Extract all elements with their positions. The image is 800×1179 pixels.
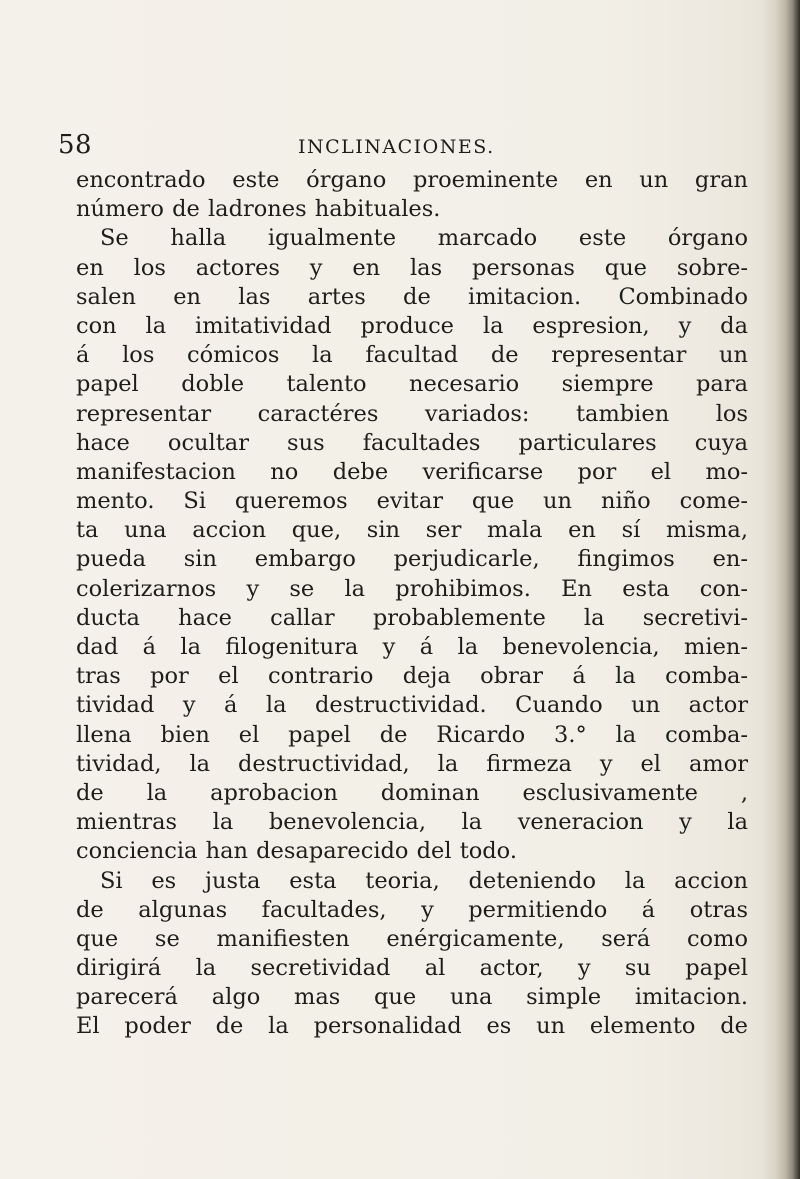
- text-line: tividad y á la destructividad. Cuando un actor: [76, 692, 748, 719]
- text-line: que se manifiesten enérgicamente, será como: [76, 925, 748, 952]
- text-line: mento. Si queremos evitar que un niño come-: [76, 488, 748, 515]
- text-line: parecerá algo mas que una simple imitacion.: [76, 984, 748, 1011]
- text-line: dad á la filogenitura y á la benevolencia, mien-: [76, 634, 748, 660]
- text-line: tras por el contrario deja obrar á la comba-: [76, 663, 748, 690]
- text-line: á los cómicos la facultad de representar un: [76, 342, 748, 369]
- text-line: manifestacion no debe verificarse por el mo-: [76, 458, 748, 485]
- text-line: dirigirá la secretividad al actor, y su papel: [76, 955, 748, 982]
- text-line: salen en las artes de imitacion. Combinado: [76, 283, 748, 310]
- text-line: número de ladrones habituales.: [76, 196, 441, 223]
- text-line: hace ocultar sus facultades particulares cuya: [76, 429, 748, 456]
- text-line: tividad, la destructividad, la firmeza y el amor: [76, 750, 748, 777]
- text-line: papel doble talento necesario siempre para: [76, 371, 748, 398]
- text-line: en los actores y en las personas que sobre-: [76, 254, 748, 281]
- running-head: INCLINACIONES.: [298, 136, 495, 158]
- text-line: colerizarnos y se la prohibimos. En esta con-: [76, 575, 748, 602]
- text-line: encontrado este órgano proeminente en un gran: [76, 167, 748, 193]
- text-line: representar caractéres variados: tambien los: [76, 400, 748, 427]
- text-line: llena bien el papel de Ricardo 3.° la comba-: [76, 721, 748, 748]
- text-line: de la aprobacion dominan esclusivamente ,: [76, 779, 748, 806]
- book-spine-shadow: [762, 0, 800, 1179]
- page-number: 58: [58, 130, 93, 160]
- text-line: ducta hace callar probablemente la secretivi-: [76, 604, 748, 631]
- text-line: Se halla igualmente marcado este órgano: [100, 225, 748, 252]
- body-text: [76, 166, 748, 1042]
- text-line: conciencia han desaparecido del todo.: [76, 838, 517, 865]
- text-line: de algunas facultades, y permitiendo á otras: [76, 896, 748, 923]
- text-line: mientras la benevolencia, la veneracion y la: [76, 809, 748, 836]
- text-line: El poder de la personalidad es un elemento de: [76, 1013, 748, 1040]
- text-line: pueda sin embargo perjudicarle, fingimos en-: [76, 546, 748, 573]
- text-line: ta una accion que, sin ser mala en sí misma,: [76, 517, 748, 544]
- text-line: con la imitatividad produce la espresion, y da: [76, 312, 748, 339]
- page-header: [58, 130, 678, 164]
- text-line: Si es justa esta teoria, deteniendo la accion: [100, 867, 748, 894]
